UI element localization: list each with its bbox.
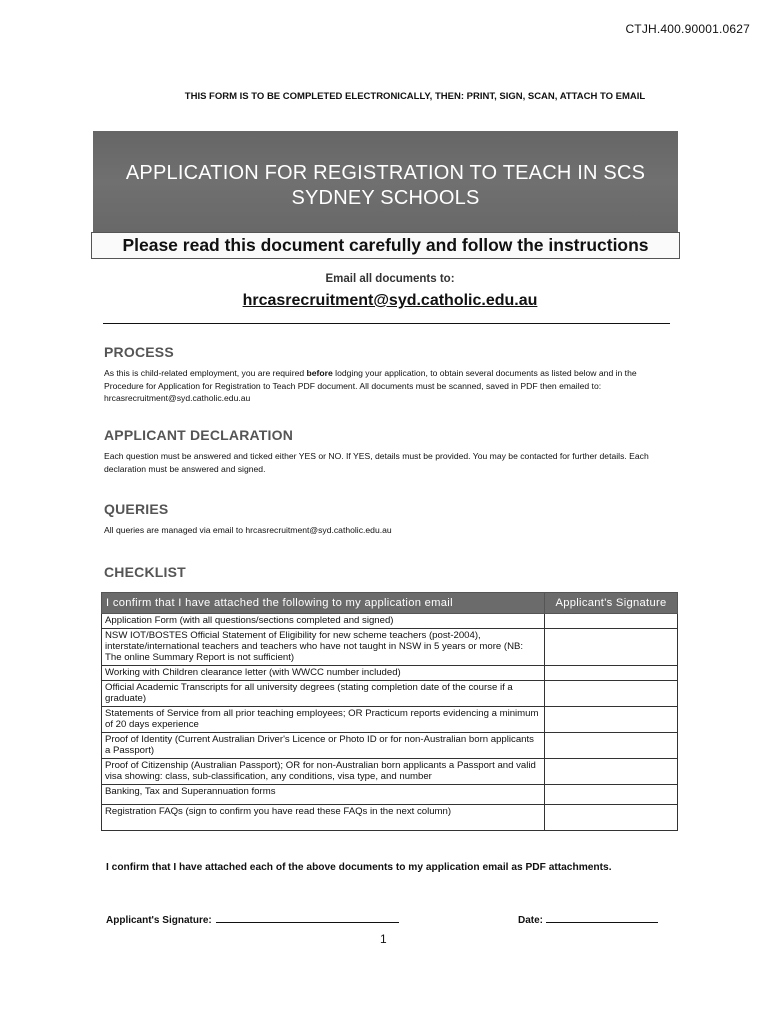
col-header-confirm: I confirm that I have attached the following to my application email xyxy=(102,593,545,614)
process-section xyxy=(104,344,674,405)
table-row xyxy=(102,614,678,629)
checklist-heading: CHECKLIST xyxy=(104,564,186,580)
page-number: 1 xyxy=(380,932,387,946)
title-line-1: APPLICATION FOR REGISTRATION TO TEACH IN SCS xyxy=(125,162,646,184)
confirm-statement: I confirm that I have attached each of the above documents to my application email as PDF attachments. xyxy=(106,862,612,873)
process-text-end: lodging your application, to obtain several documents as listed below and in the Procedure for Application for Registration to Teach PDF document. All documents must be scanned, saved in PDF then emailed to: hrcasrecruitment@syd.catholic.edu.au xyxy=(104,368,637,403)
process-heading: PROCESS xyxy=(104,344,174,360)
signature-cell[interactable] xyxy=(545,681,678,707)
date-field[interactable] xyxy=(546,913,658,923)
table-row xyxy=(102,805,678,831)
process-text-bold: before xyxy=(306,368,333,378)
signature-cell[interactable] xyxy=(545,785,678,805)
date-label: Date: xyxy=(518,915,544,926)
completion-instruction: THIS FORM IS TO BE COMPLETED ELECTRONICALLY, THEN: PRINT, SIGN, SCAN, ATTACH TO EMAIL xyxy=(184,91,646,102)
read-notice: Please read this document carefully and follow the instructions xyxy=(91,232,680,259)
checklist-item: Statements of Service from all prior teaching employees; OR Practicum reports evidencing a minimum of 20 days experience xyxy=(102,707,545,733)
checklist-item: Proof of Identity (Current Australian Driver's Licence or Photo ID or for non-Australian born applicants a Passport) xyxy=(102,733,545,759)
process-text xyxy=(104,367,674,405)
signature-line xyxy=(106,913,399,926)
title-banner xyxy=(93,131,678,233)
col-header-signature: Applicant's Signature xyxy=(545,593,678,614)
declaration-text: Each question must be answered and ticked either YES or NO. If YES, details must be provided. You may be contacted for further details. Each declaration must be answered and signed. xyxy=(104,451,649,474)
checklist-item: Banking, Tax and Superannuation forms xyxy=(102,785,545,805)
declaration-section xyxy=(104,427,674,475)
document-reference: CTJH.400.90001.0627 xyxy=(625,22,750,36)
checklist-item: Registration FAQs (sign to confirm you have read these FAQs in the next column) xyxy=(102,805,545,831)
title-line-2: SYDNEY SCHOOLS xyxy=(291,187,480,209)
table-row xyxy=(102,629,678,666)
checklist-item: Application Form (with all questions/sections completed and signed) xyxy=(102,614,545,629)
table-row xyxy=(102,666,678,681)
table-row xyxy=(102,707,678,733)
table-row xyxy=(102,785,678,805)
signature-cell[interactable] xyxy=(545,707,678,733)
checklist-item: Proof of Citizenship (Australian Passport); OR for non-Australian born applicants a Passport and valid visa showing: class, sub-classification, any conditions, visa type, and number xyxy=(102,759,545,785)
checklist-item: Official Academic Transcripts for all university degrees (stating completion date of the course if a graduate) xyxy=(102,681,545,707)
checklist-item: Working with Children clearance letter (with WWCC number included) xyxy=(102,666,545,681)
email-label: Email all documents to: xyxy=(325,273,455,285)
signature-cell[interactable] xyxy=(545,614,678,629)
declaration-heading: APPLICANT DECLARATION xyxy=(104,427,294,443)
queries-text: All queries are managed via email to hrcasrecruitment@syd.catholic.edu.au xyxy=(104,525,392,535)
signature-cell[interactable] xyxy=(545,733,678,759)
divider xyxy=(103,323,670,324)
queries-section xyxy=(104,501,674,537)
signature-cell[interactable] xyxy=(545,759,678,785)
signature-cell[interactable] xyxy=(545,629,678,666)
signature-field[interactable] xyxy=(216,913,399,923)
signature-cell[interactable] xyxy=(545,666,678,681)
checklist-table xyxy=(101,592,678,831)
process-text-start: As this is child-related employment, you are required xyxy=(104,368,307,378)
email-address-link[interactable]: hrcasrecruitment@syd.catholic.edu.au xyxy=(242,292,538,309)
table-row xyxy=(102,681,678,707)
queries-heading: QUERIES xyxy=(104,501,169,517)
date-line xyxy=(518,913,658,926)
signature-label: Applicant's Signature: xyxy=(106,915,212,926)
table-row xyxy=(102,759,678,785)
table-row xyxy=(102,733,678,759)
signature-cell[interactable] xyxy=(545,805,678,831)
checklist-section xyxy=(104,564,674,580)
checklist-item: NSW IOT/BOSTES Official Statement of Eligibility for new scheme teachers (post-2004), interstate/international teachers and teachers who have not taught in NSW in 5 years or more (NB: The online Summary Report is not sufficient) xyxy=(102,629,545,666)
